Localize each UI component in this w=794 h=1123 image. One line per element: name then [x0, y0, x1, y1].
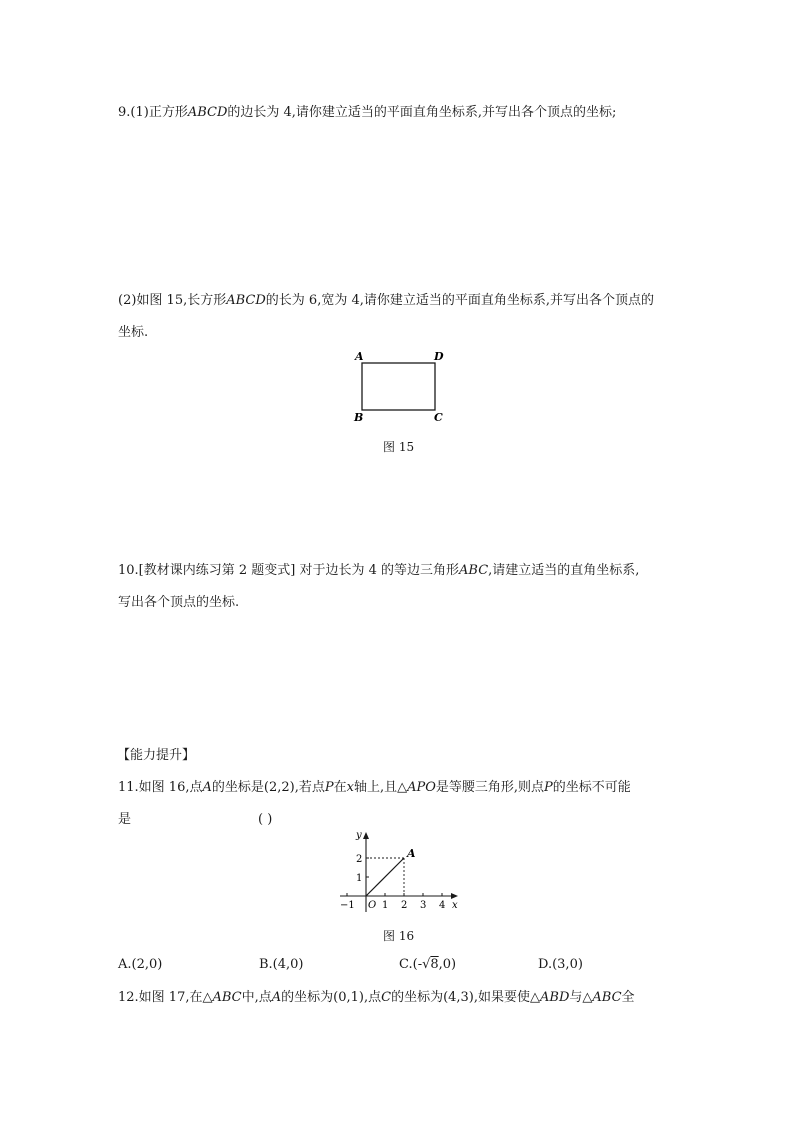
q10-line1-pre: 10.[教材课内练习第 2 题变式] 对于边长为 4 的等边三角形	[118, 563, 460, 578]
q11-line2: 是	[118, 812, 132, 827]
option-c	[399, 957, 456, 972]
vertex-label-b: B	[354, 411, 364, 424]
q12-text-1: 12.如图 17,在△	[118, 990, 213, 1005]
q10-line1-name: ABC	[459, 563, 489, 578]
x-tick-label: 2	[401, 900, 408, 911]
q11-text-2: 的坐标是(2,2),若点	[211, 780, 325, 795]
q9-part1-text	[118, 104, 616, 122]
q9-part2-text	[118, 292, 654, 310]
vertex-label-a: A	[355, 350, 364, 363]
option-b: B.(4,0)	[259, 957, 304, 972]
y-axis-label: y	[356, 830, 362, 841]
q11-text-1: 11.如图 16,点	[118, 780, 203, 795]
q11-text-3: 在	[333, 780, 347, 795]
q11-text-5: 是等腰三角形,则点	[435, 780, 545, 795]
q9-part2-pre: (2)如图 15,长方形	[118, 293, 227, 308]
rectangle-abcd	[362, 363, 435, 410]
q10-line1-post: ,请建立适当的直角坐标系,	[488, 563, 640, 578]
option-c-pre: C.(-√	[399, 957, 431, 972]
q12-var-2: A	[271, 990, 282, 1005]
q9-part1-pre: 9.(1)正方形	[118, 105, 188, 120]
q11-text-6: 的坐标不可能	[552, 780, 631, 795]
q11-var-apo: APO	[407, 780, 436, 795]
y-axis-arrow	[363, 832, 369, 839]
figure-15-rectangle	[345, 345, 455, 430]
q12-text-3: 的坐标为(0,1),点	[281, 990, 382, 1005]
q11-var-p2: P	[544, 780, 553, 795]
origin-label: O	[368, 900, 377, 911]
q9-part2-line2: 坐标.	[118, 325, 149, 340]
option-a: A.(2,0)	[118, 957, 163, 972]
q11-line1	[118, 779, 631, 797]
q12-var-4: ABD	[540, 990, 570, 1005]
y-tick-label: 2	[356, 854, 363, 865]
q9-part1-post: 的边长为 4,请你建立适当的平面直角坐标系,并写出各个顶点的坐标;	[227, 105, 617, 120]
x-tick-label: −1	[340, 900, 355, 911]
q12-line1	[118, 989, 635, 1007]
vertex-label-d: D	[434, 350, 444, 363]
option-c-post: ,0)	[438, 957, 457, 972]
q10-line2: 写出各个顶点的坐标.	[118, 595, 240, 610]
q12-text-6: 全	[621, 990, 635, 1005]
q11-var-a: A	[202, 780, 212, 795]
x-axis-label: x	[452, 900, 458, 911]
q11-text-4: 轴上,且△	[353, 780, 408, 795]
vertex-label-c: C	[434, 411, 443, 424]
q12-var-5: ABC	[592, 990, 622, 1005]
figure-15-caption: 图 15	[383, 440, 415, 454]
point-a-label: A	[407, 847, 416, 860]
q12-text-4: 的坐标为(4,3),如果要使△	[391, 990, 541, 1005]
q11-var-x: x	[346, 780, 354, 795]
figure-16-caption: 图 16	[383, 929, 415, 943]
y-tick-label: 1	[356, 873, 363, 884]
x-tick-label: 3	[420, 900, 427, 911]
q9-part2-name: ABCD	[226, 293, 266, 308]
q12-var-3: C	[381, 990, 392, 1005]
option-d: D.(3,0)	[538, 957, 583, 972]
q12-text-2: 中,点	[241, 990, 272, 1005]
q11-var-p: P	[324, 780, 334, 795]
section-heading: 【能力提升】	[117, 748, 196, 763]
q12-text-5: 与△	[569, 990, 593, 1005]
q10-line1	[118, 562, 639, 580]
q9-part2-post: 的长为 6,宽为 4,请你建立适当的平面直角坐标系,并写出各个顶点的	[265, 293, 655, 308]
option-c-radicand: 8	[430, 957, 439, 972]
q12-var-1: ABC	[212, 990, 242, 1005]
q11-answer-blank: ( )	[258, 812, 273, 827]
x-axis-arrow	[451, 893, 458, 899]
q9-part1-name: ABCD	[187, 105, 228, 120]
segment-oa	[366, 858, 404, 896]
x-tick-label: 1	[382, 900, 389, 911]
figure-16-coordinate-plane	[330, 826, 470, 918]
x-tick-label: 4	[439, 900, 446, 911]
